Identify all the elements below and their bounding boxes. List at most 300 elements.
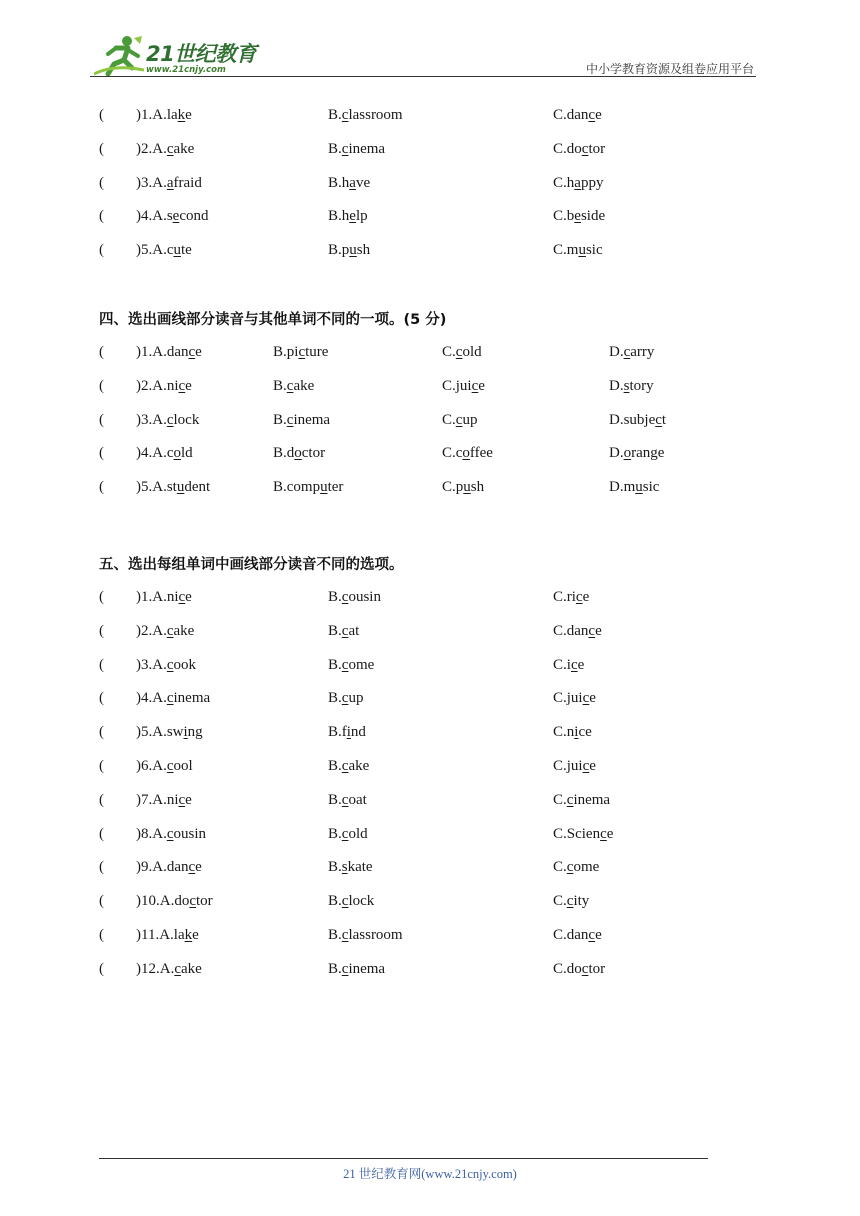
option-text: B. — [328, 622, 342, 639]
underlined-letters: c — [600, 825, 607, 842]
option-text: B. — [328, 791, 342, 808]
option-text: side — [580, 208, 606, 225]
question-number-and-option-a — [136, 923, 199, 947]
option-c — [553, 822, 613, 846]
answer-blank[interactable]: ( — [99, 208, 104, 225]
option-text: tor — [588, 960, 606, 977]
underlined-letters: u — [173, 242, 181, 259]
question-number: )3.A. — [136, 174, 167, 191]
option-c — [553, 788, 610, 812]
question-number: )1.A. — [136, 589, 167, 605]
underlined-letters: c — [166, 411, 174, 428]
option-text: C.b — [553, 208, 575, 225]
option-text: B.p — [328, 242, 350, 259]
underlined-letters: c — [178, 589, 186, 605]
question-number: )4.A. — [136, 690, 167, 707]
question-row — [0, 788, 860, 812]
answer-blank[interactable]: ( — [99, 589, 104, 605]
question-number-and-option-a — [136, 340, 202, 364]
option-text: cond — [179, 208, 209, 225]
question-row — [0, 653, 860, 677]
underlined-letters: c — [166, 758, 174, 774]
option-text: C.m — [553, 242, 579, 259]
underlined-letters: c — [582, 690, 590, 707]
question-number-and-option-a — [136, 720, 203, 744]
option-text: sh — [470, 479, 485, 496]
question-number-and-option-a — [136, 137, 194, 161]
question-number: )11.A. — [136, 927, 174, 943]
option-text: e — [195, 859, 202, 876]
option-text: e — [589, 758, 596, 774]
option-c — [553, 653, 584, 677]
option-b — [273, 475, 343, 499]
option-text: e — [595, 622, 602, 639]
option-text: la — [166, 107, 178, 123]
option-d — [609, 374, 654, 398]
option-text: at — [348, 622, 360, 639]
underlined-letters: c — [341, 960, 349, 977]
question-number-and-option-a — [136, 957, 202, 981]
question-row — [0, 475, 860, 499]
option-text: D.m — [609, 479, 636, 496]
underlined-letters: k — [184, 927, 193, 943]
option-text: B. — [328, 690, 342, 707]
option-text: e — [185, 107, 192, 123]
question-number-and-option-a — [136, 653, 196, 677]
underlined-letters: c — [455, 411, 463, 428]
option-text: C.ri — [553, 589, 576, 605]
option-text: do — [174, 893, 190, 910]
option-text: ni — [166, 589, 179, 605]
option-text: C. — [442, 344, 456, 360]
option-text: B. — [328, 758, 342, 774]
option-text: e — [185, 377, 192, 394]
underlined-letters: c — [566, 791, 574, 808]
answer-blank[interactable]: ( — [99, 344, 104, 360]
option-text: lock — [173, 411, 200, 428]
option-b — [328, 957, 385, 981]
underlined-letters: c — [582, 758, 590, 774]
option-text: tory — [629, 377, 654, 394]
underlined-letters: c — [341, 656, 349, 673]
question-number: )8.A. — [136, 825, 167, 842]
option-text: lock — [348, 893, 375, 910]
underlined-letters: c — [588, 927, 596, 943]
option-text: oat — [348, 791, 367, 808]
option-text: inema — [573, 791, 611, 808]
option-text: B. — [328, 140, 342, 157]
option-text: C. — [553, 893, 567, 910]
option-text: kate — [347, 859, 373, 876]
option-text: ake — [348, 758, 370, 774]
option-text: lp — [355, 208, 368, 225]
option-b — [273, 441, 325, 465]
underlined-letters: c — [286, 411, 294, 428]
question-row — [0, 822, 860, 846]
option-text: la — [173, 927, 185, 943]
underlined-letters: i — [574, 724, 579, 741]
option-b — [273, 408, 330, 432]
option-text: te — [181, 242, 192, 259]
question-number-and-option-a — [136, 408, 199, 432]
question-row — [0, 923, 860, 947]
option-b — [328, 889, 374, 913]
question-number-and-option-a — [136, 103, 192, 127]
option-text: inema — [293, 411, 331, 428]
option-c — [553, 619, 602, 643]
option-b — [328, 923, 403, 947]
option-text: ool — [173, 758, 193, 774]
option-text: fraid — [173, 174, 202, 191]
question-number: )9.A. — [136, 859, 167, 876]
option-text: dent — [184, 479, 211, 496]
option-text: ni — [166, 791, 179, 808]
option-c — [553, 957, 605, 981]
question-number-and-option-a — [136, 238, 192, 262]
question-row — [0, 340, 860, 364]
option-text: B.d — [273, 445, 295, 462]
option-c — [553, 855, 599, 879]
question-number-and-option-a — [136, 788, 192, 812]
option-text: C.c — [442, 445, 463, 462]
option-c — [442, 475, 484, 499]
answer-blank[interactable]: ( — [99, 174, 104, 191]
question-number: )10.A. — [136, 893, 175, 910]
underlined-letters: c — [655, 411, 662, 428]
underlined-letters: c — [570, 656, 578, 673]
question-number: )2.A. — [136, 622, 167, 639]
question-number: )6.A. — [136, 758, 167, 774]
site-logo[interactable] — [94, 34, 264, 78]
answer-blank[interactable]: ( — [99, 893, 104, 910]
underlined-letters: e — [574, 208, 581, 225]
question-number: )5.A. — [136, 242, 167, 259]
underlined-letters: s — [623, 377, 630, 394]
option-text: C.do — [553, 140, 582, 157]
option-c — [442, 374, 485, 398]
underlined-letters: c — [341, 107, 349, 123]
option-text: e — [185, 791, 192, 808]
option-text: t — [661, 411, 667, 428]
option-text: ake — [293, 377, 315, 394]
underlined-letters: u — [349, 242, 357, 259]
underlined-letters: c — [286, 377, 294, 394]
option-text: dan — [166, 859, 189, 876]
option-text: B. — [328, 859, 342, 876]
question-number: )5.A. — [136, 724, 167, 741]
option-text: e — [582, 589, 590, 605]
option-b — [273, 340, 328, 364]
option-text: inema — [348, 140, 386, 157]
underlined-letters: c — [166, 825, 174, 842]
question-row — [0, 408, 860, 432]
underlined-letters: a — [349, 174, 356, 191]
option-c — [553, 720, 592, 744]
answer-blank[interactable]: ( — [99, 724, 104, 741]
option-text: B. — [328, 960, 342, 977]
option-text: ake — [181, 960, 202, 977]
option-b — [328, 754, 369, 778]
question-number: )1.A. — [136, 344, 167, 360]
option-b — [328, 137, 385, 161]
answer-blank[interactable]: ( — [99, 927, 104, 943]
option-text: D. — [609, 377, 624, 394]
option-text: ld — [181, 445, 193, 462]
question-number-and-option-a — [136, 475, 210, 499]
question-row — [0, 238, 860, 262]
answer-blank[interactable]: ( — [99, 690, 104, 707]
option-text: B.h — [328, 174, 350, 191]
answer-blank[interactable]: ( — [99, 445, 104, 462]
underlined-letters: c — [341, 791, 349, 808]
option-text: D. — [609, 445, 624, 462]
option-b — [328, 238, 370, 262]
option-b — [328, 686, 363, 710]
option-text: tor — [588, 140, 606, 157]
question-row — [0, 441, 860, 465]
option-text: old — [348, 825, 368, 842]
underlined-letters: c — [581, 140, 589, 157]
underlined-letters: c — [298, 344, 306, 360]
underlined-letters: i — [346, 724, 351, 741]
option-text: e — [195, 344, 202, 360]
option-text: C.dan — [553, 107, 589, 123]
option-text: C.n — [553, 724, 575, 741]
answer-blank[interactable]: ( — [99, 960, 104, 977]
option-text: B. — [273, 411, 287, 428]
option-text: D.subje — [609, 411, 656, 428]
question-row — [0, 103, 860, 127]
question-row — [0, 137, 860, 161]
option-c — [553, 754, 596, 778]
question-number-and-option-a — [136, 822, 206, 846]
underlined-letters: c — [178, 791, 186, 808]
option-text: D. — [609, 344, 624, 360]
answer-blank[interactable]: ( — [99, 656, 104, 673]
runner-logo-icon — [94, 34, 146, 78]
underlined-letters: k — [177, 107, 186, 123]
option-c — [553, 585, 589, 609]
option-text: ake — [173, 140, 195, 157]
option-text: ome — [573, 859, 600, 876]
answer-blank[interactable]: ( — [99, 622, 104, 639]
question-number: )2.A. — [136, 140, 167, 157]
underlined-letters: c — [566, 893, 574, 910]
question-row — [0, 889, 860, 913]
option-text: C.jui — [442, 377, 472, 394]
question-number: )4.A. — [136, 208, 167, 225]
question-number: )3.A. — [136, 656, 167, 673]
answer-blank[interactable]: ( — [99, 107, 104, 123]
question-number-and-option-a — [136, 754, 193, 778]
option-b — [328, 204, 368, 228]
option-text: B.comp — [273, 479, 321, 496]
option-b — [328, 619, 359, 643]
option-text: B. — [328, 825, 342, 842]
option-b — [328, 720, 366, 744]
option-text: s — [166, 208, 173, 225]
underlined-letters: c — [166, 140, 174, 157]
option-text: B. — [328, 927, 342, 943]
option-text: c — [166, 445, 174, 462]
answer-blank[interactable]: ( — [99, 411, 104, 428]
option-d — [609, 340, 654, 364]
option-c — [553, 171, 603, 195]
question-number-and-option-a — [136, 889, 213, 913]
option-c — [553, 103, 602, 127]
option-text: sic — [585, 242, 603, 259]
header-divider — [90, 76, 756, 77]
option-text: B. — [328, 589, 342, 605]
option-text: e — [595, 927, 602, 943]
option-text: ffee — [469, 445, 493, 462]
question-number-and-option-a — [136, 374, 192, 398]
option-c — [553, 137, 605, 161]
option-text: dan — [166, 344, 189, 360]
option-d — [609, 408, 666, 432]
option-text: up — [348, 690, 364, 707]
answer-blank[interactable]: ( — [99, 479, 104, 496]
option-text: nd — [350, 724, 366, 741]
option-text: B. — [328, 656, 342, 673]
question-number: )1.A. — [136, 107, 167, 123]
underlined-letters: a — [574, 174, 581, 191]
underlined-letters: u — [635, 479, 643, 496]
underlined-letters: c — [188, 859, 196, 876]
option-b — [328, 822, 368, 846]
answer-blank[interactable]: ( — [99, 758, 104, 774]
question-number-and-option-a — [136, 204, 209, 228]
underlined-letters: c — [341, 893, 349, 910]
option-text: B.h — [328, 208, 350, 225]
underlined-letters: c — [455, 344, 463, 360]
option-text: ity — [573, 893, 590, 910]
option-c — [442, 441, 493, 465]
question-number: )5.A. — [136, 479, 167, 496]
option-text: B.f — [328, 724, 347, 741]
underlined-letters: c — [581, 960, 589, 977]
underlined-letters: c — [166, 656, 174, 673]
option-text: ousin — [348, 589, 381, 605]
option-d — [609, 475, 659, 499]
answer-blank[interactable]: ( — [99, 140, 104, 157]
option-b — [328, 653, 374, 677]
question-number-and-option-a — [136, 619, 194, 643]
question-number: )3.A. — [136, 411, 167, 428]
underlined-letters: o — [173, 445, 181, 462]
option-c — [442, 340, 482, 364]
underlined-letters: c — [575, 589, 583, 605]
option-text: lassroom — [348, 107, 403, 123]
question-number: )2.A. — [136, 377, 167, 394]
underlined-letters: c — [588, 107, 596, 123]
answer-blank[interactable]: ( — [99, 825, 104, 842]
question-number: )4.A. — [136, 445, 167, 462]
underlined-letters: e — [172, 208, 180, 225]
option-text: e — [595, 107, 602, 123]
option-text: B. — [273, 377, 287, 394]
underlined-letters: u — [320, 479, 328, 496]
underlined-letters: o — [623, 445, 632, 462]
footer-divider — [99, 1158, 708, 1159]
option-text: e — [589, 690, 596, 707]
option-text: C.i — [553, 656, 571, 673]
option-text: inema — [348, 960, 386, 977]
underlined-letters: c — [341, 758, 349, 774]
underlined-letters: c — [189, 893, 196, 910]
underlined-letters: o — [294, 445, 302, 462]
option-text: C.jui — [553, 758, 583, 774]
option-c — [553, 923, 602, 947]
option-c — [553, 238, 603, 262]
underlined-letters: e — [349, 208, 356, 225]
underlined-letters: u — [176, 479, 185, 496]
question-number: )7.A. — [136, 791, 167, 808]
option-text: e — [577, 656, 585, 673]
option-text: ook — [173, 656, 196, 673]
option-text: C. — [442, 411, 456, 428]
answer-blank[interactable]: ( — [99, 791, 104, 808]
option-text: C. — [553, 859, 567, 876]
option-c — [553, 889, 589, 913]
option-d — [609, 441, 664, 465]
question-row — [0, 171, 860, 195]
question-number-and-option-a — [136, 585, 192, 609]
option-text: sw — [166, 724, 184, 741]
option-text: C.h — [553, 174, 575, 191]
underlined-letters: c — [178, 377, 186, 394]
option-text: arry — [630, 344, 655, 360]
question-number-and-option-a — [136, 686, 210, 710]
underlined-letters: u — [578, 242, 586, 259]
underlined-letters: c — [166, 622, 174, 639]
answer-blank[interactable]: ( — [99, 377, 104, 394]
option-text: ce — [578, 724, 592, 741]
underlined-letters: c — [471, 377, 479, 394]
underlined-letters: s — [341, 859, 348, 876]
option-text: sh — [356, 242, 371, 259]
section-title: 五、选出每组单词中画线部分读音不同的选项。 — [99, 557, 404, 573]
option-text: ni — [166, 377, 179, 394]
question-number-and-option-a — [136, 171, 202, 195]
question-number-and-option-a — [136, 441, 193, 465]
underlined-letters: c — [623, 344, 631, 360]
option-text: C.dan — [553, 622, 589, 639]
question-row — [0, 374, 860, 398]
underlined-letters: o — [462, 445, 470, 462]
footer-link[interactable]: 21 世纪教育网(www.21cnjy.com) — [343, 1167, 517, 1181]
underlined-letters: c — [341, 927, 349, 943]
question-row — [0, 686, 860, 710]
answer-blank[interactable]: ( — [99, 859, 104, 876]
logo-url: www.21cnjy.com — [146, 65, 226, 75]
underlined-letters: c — [341, 589, 349, 605]
option-b — [273, 374, 314, 398]
option-c — [442, 408, 477, 432]
underlined-letters: c — [341, 825, 349, 842]
underlined-letters: c — [341, 622, 349, 639]
option-text: lassroom — [348, 927, 403, 943]
option-text: st — [166, 479, 177, 496]
question-row — [0, 855, 860, 879]
option-text: ppy — [580, 174, 604, 191]
option-text: ctor — [301, 445, 326, 462]
option-text: up — [462, 411, 478, 428]
option-text: e — [185, 589, 192, 605]
option-text: C.p — [442, 479, 464, 496]
underlined-letters: u — [463, 479, 471, 496]
answer-blank[interactable]: ( — [99, 242, 104, 259]
